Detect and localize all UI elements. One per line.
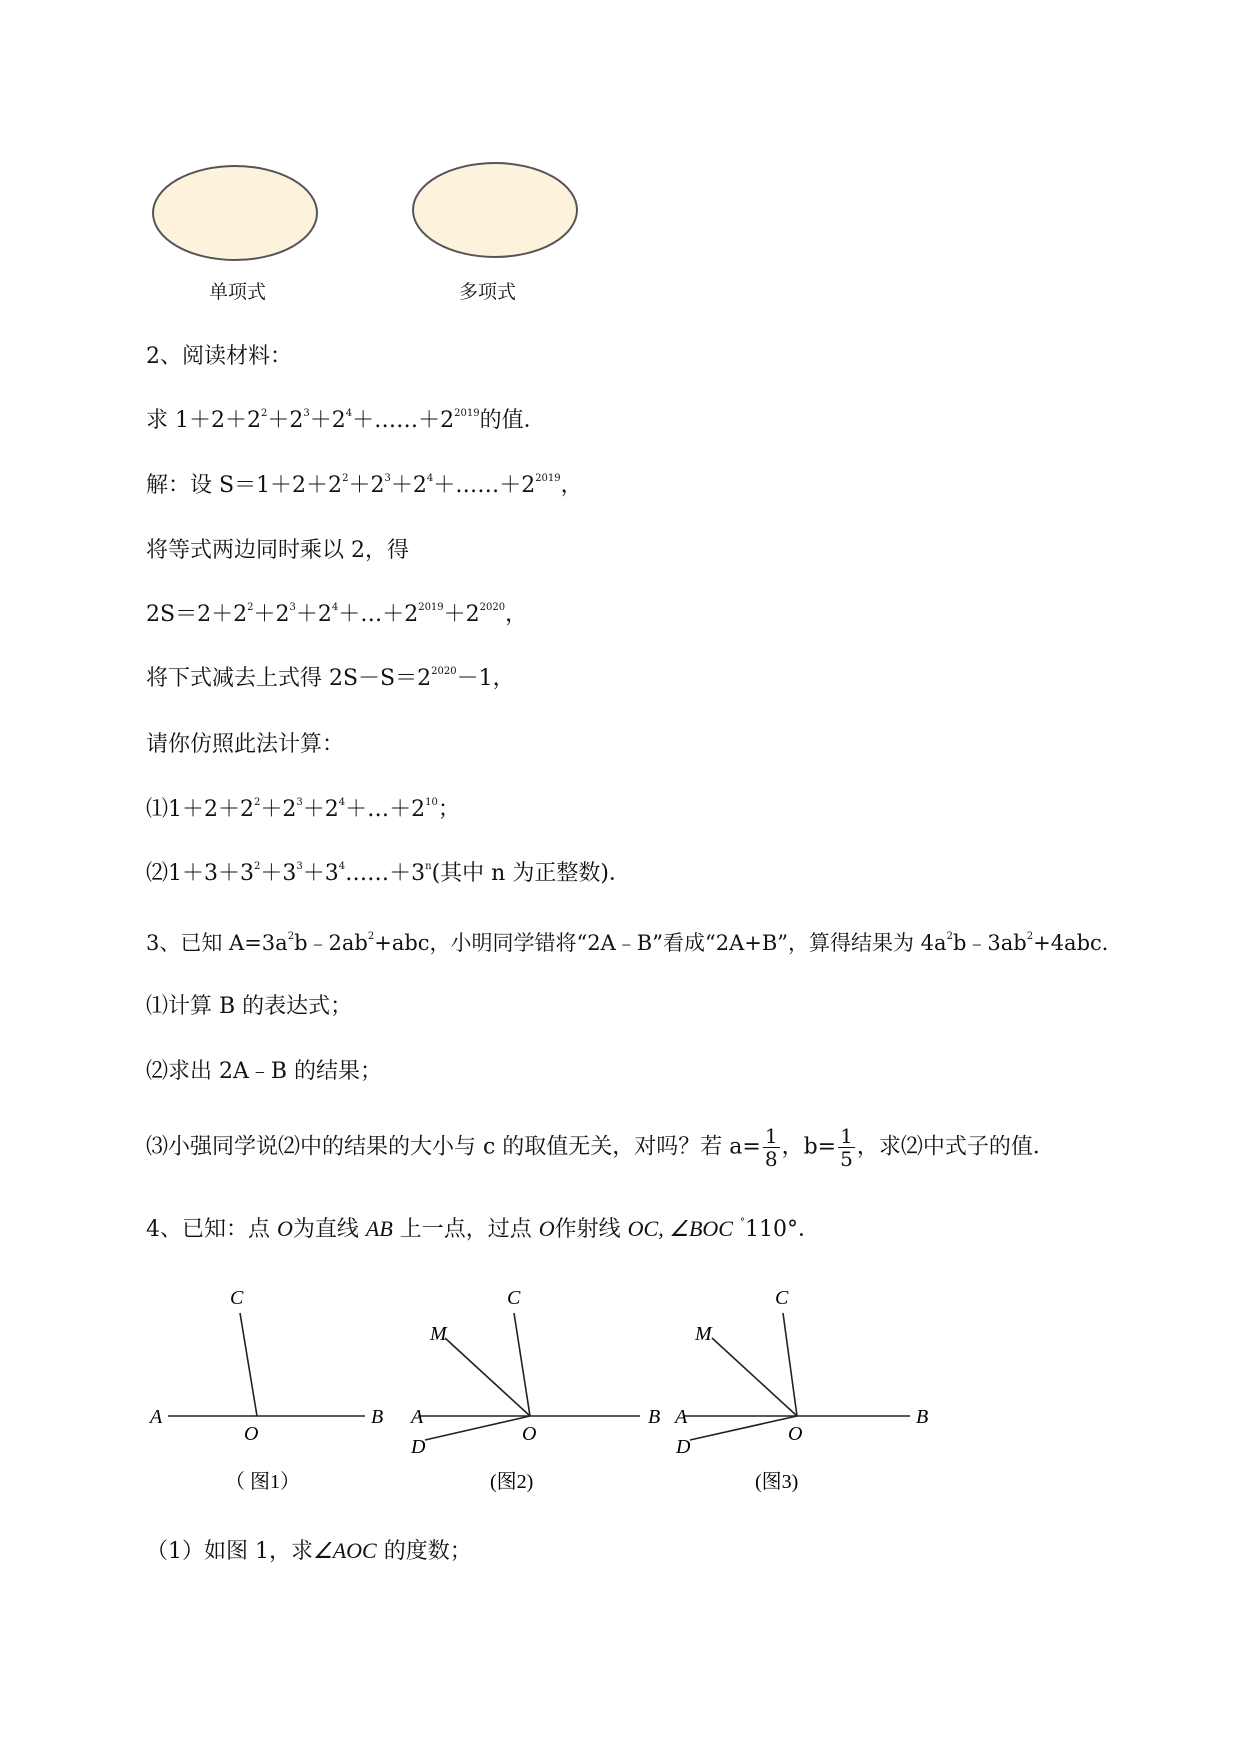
q2-title: 2、阅读材料： — [146, 344, 292, 369]
ray-od — [425, 1416, 530, 1440]
label-b: B — [648, 1406, 661, 1428]
figure-3 — [673, 1287, 928, 1493]
q4-part1: （1）如图 1，求∠AOC 的度数； — [146, 1538, 472, 1564]
figure-2 — [409, 1287, 660, 1493]
q2-2s-equation: $2S=2+2^2+2^3+2^4+\dots+2^{2019}+2^{2020}$， — [146, 602, 528, 627]
label-c: C — [507, 1287, 521, 1309]
monomial-oval — [153, 166, 317, 260]
label-b: B — [916, 1406, 929, 1428]
polynomial-oval — [413, 163, 577, 257]
label-c: C — [230, 1287, 244, 1309]
label-b: B — [371, 1406, 384, 1428]
q3-statement: 3、已知 $A=3a^2b﹣2ab^2+abc$，小明同学错将“2A﹣B”看成“2A+B”，算得结果为 $4a^2b﹣3ab^2+4abc$． — [146, 931, 1123, 955]
q2-part2: $⑵1+3+3^2+3^3+3^4\dots\dots+3^n$(其中 n 为正整数)． — [146, 861, 631, 886]
label-a: A — [675, 1406, 688, 1428]
caption-figure-2: (图2) — [490, 1471, 534, 1493]
label-o: O — [788, 1423, 803, 1445]
q3-part3: ⑶小强同学说⑵中的结果的大小与 c 的取值无关，对吗？若 a= $\frac{1}{8}$ ，b= $\frac{1}{5}$ ，求⑵中式子的值． — [146, 1124, 1055, 1171]
ray-oc — [783, 1313, 797, 1416]
q3-part2: ⑵求出 2A﹣B 的结果； — [146, 1059, 383, 1084]
fraction-a: $\frac{1}{8}$ — [764, 1124, 778, 1171]
label-a: A — [411, 1406, 424, 1428]
label-a: A — [150, 1406, 163, 1428]
ray-od — [690, 1416, 797, 1440]
q3-part1: ⑴计算 B 的表达式； — [146, 994, 353, 1019]
label-c: C — [775, 1287, 789, 1309]
fraction-b: $\frac{1}{5}$ — [840, 1124, 853, 1171]
ray-om — [445, 1338, 530, 1416]
q2-instruction: 请你仿照此法计算： — [146, 732, 345, 757]
caption-figure-3: (图3) — [755, 1471, 799, 1493]
label-o: O — [522, 1423, 537, 1445]
figure-1 — [148, 1287, 383, 1493]
q2-part1: $⑴1+2+2^2+2^3+2^4+\dots+2^{10}$； — [146, 797, 460, 822]
q2-multiply-step: 将等式两边同时乘以 2，得 — [146, 538, 409, 563]
q2-problem: 求 $1+2+2^2+2^3+2^4+\dots\dots+2^{2019}$的值． — [146, 408, 546, 433]
ray-oc — [514, 1313, 530, 1416]
q2-subtract-step: 将下式减去上式得 $2S-S=2^{2020}-1$， — [146, 666, 515, 691]
polynomial-label: 多项式 — [459, 281, 517, 303]
label-m: M — [430, 1323, 447, 1345]
label-o: O — [244, 1423, 259, 1445]
geometry-figures — [0, 1270, 1241, 1500]
q4-statement: 4、已知：点 O为直线 AB 上一点，过点 O作射线 OC, ∠BOC °110°． — [146, 1216, 820, 1242]
label-m: M — [695, 1323, 712, 1345]
ray-om — [712, 1338, 797, 1416]
label-d: D — [676, 1436, 691, 1458]
venn-ovals — [0, 0, 1241, 330]
label-d: D — [411, 1436, 426, 1458]
q2-solution-set: 解：设 $S=1+2+2^2+2^3+2^4+\dots\dots+2^{2019}$， — [146, 473, 583, 498]
caption-figure-1: （ 图1） — [225, 1471, 300, 1493]
monomial-label: 单项式 — [209, 281, 267, 303]
ray-oc — [240, 1313, 257, 1416]
